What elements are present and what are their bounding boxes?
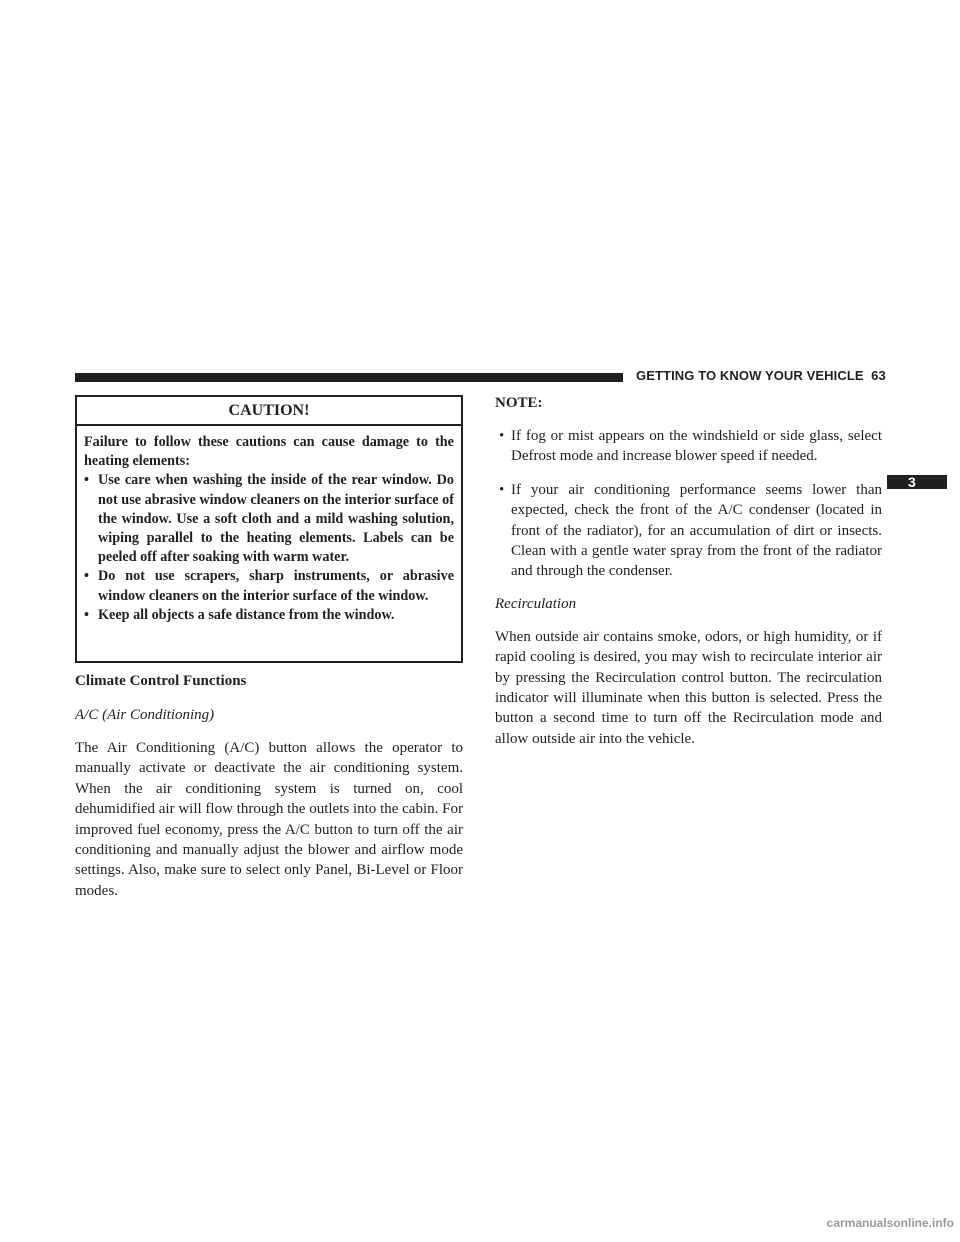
bullet-icon: • [84, 472, 89, 489]
caution-intro: Failure to follow these cautions can cause damage to the heating elements: [84, 434, 454, 470]
note-list [495, 426, 882, 582]
caution-title: CAUTION! [77, 397, 461, 426]
caution-item: • Use care when washing the inside of the rear window. Do not use abrasive window cleaners on the interior surface of the window. Use a soft cloth and a mild washing solution, wiping parallel to the heating elements. Labels can be peeled off after soaking with warm water. [84, 472, 454, 566]
caution-box [75, 395, 463, 663]
note-label: NOTE: [495, 395, 543, 411]
bullet-icon: • [499, 481, 505, 498]
bullet-icon: • [499, 428, 505, 444]
caution-item: • Do not use scrapers, sharp instruments, or abrasive window cleaners on the interior surface of the window. [84, 568, 454, 604]
caution-item: • Keep all objects a safe distance from the window. [84, 606, 454, 625]
note-item: • If fog or mist appears on the windshield or side glass, select Defrost mode and increase blower speed if needed. [499, 428, 882, 465]
subheading-ac: A/C (Air Conditioning) [75, 707, 215, 723]
running-header [636, 368, 886, 383]
chapter-tab: 3 [887, 475, 947, 489]
left-column [75, 671, 463, 901]
header-rule [75, 373, 623, 382]
recirculation-paragraph: When outside air contains smoke, odors, or high humidity, or if rapid cooling is desired, you may wish to recirculate interior air by pressing the Recirculation control button. The recirculation indicator will illuminate when this button is selected. Press the button a second time to turn off the Recirculation mode and allow outside air into the vehicle. [495, 628, 882, 747]
subheading-recirculation: Recirculation [495, 595, 577, 612]
watermark: carmanualsonline.info [826, 1216, 954, 1230]
header-title: GETTING TO KNOW YOUR VEHICLE [636, 368, 864, 383]
caution-list [84, 471, 454, 625]
bullet-icon: • [84, 606, 89, 623]
right-column [495, 393, 882, 749]
bullet-icon: • [84, 568, 89, 585]
section-heading: Climate Control Functions [75, 673, 247, 689]
caution-body [77, 426, 461, 625]
ac-paragraph: The Air Conditioning (A/C) button allows the operator to manually activate or deactivate the air conditioning system. When the air conditioning system is turned on, cool dehumidified air will flow through the outlets into the cabin. For improved fuel economy, press the A/C button to turn off the air conditioning and manually adjust the blower and airflow mode settings. Also, make sure to select only Panel, Bi-Level or Floor modes. [75, 740, 463, 899]
page-number: 63 [871, 368, 886, 383]
note-item: • If your air conditioning performance seems lower than expected, check the front of the A/C condenser (located in front of the radiator), for an accumulation of dirt or insects. Clean with a gentle water spray from the front of the radiator and through the condenser. [499, 481, 882, 580]
